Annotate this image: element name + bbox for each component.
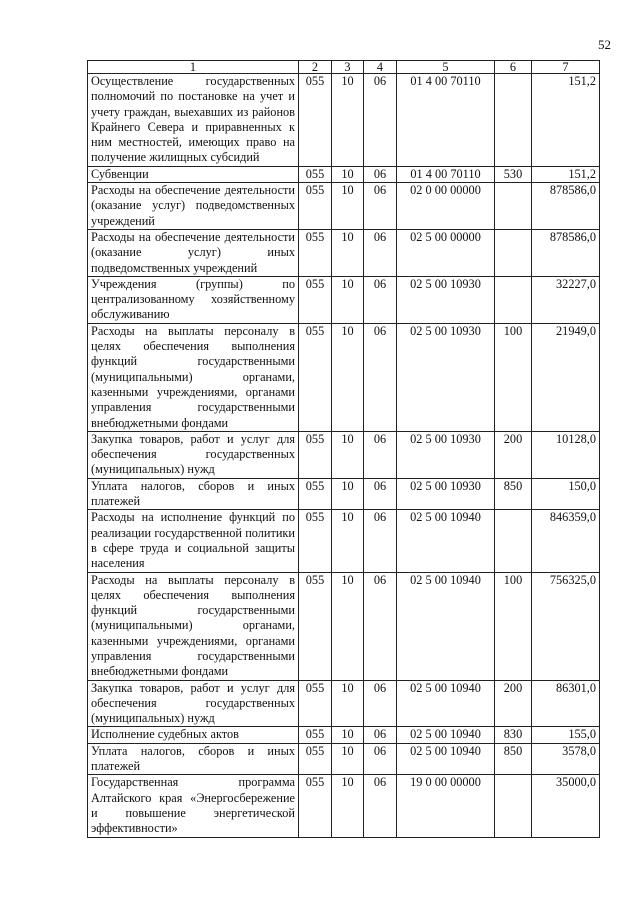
row-name-cell <box>88 727 299 743</box>
row-name-cell <box>88 323 299 431</box>
table-row <box>88 323 600 431</box>
row-c7-cell: 10128,0 <box>532 431 600 478</box>
column-header: 3 <box>332 61 364 74</box>
table-row <box>88 276 600 323</box>
row-c4-cell: 06 <box>364 572 397 680</box>
row-name: Государственная программа Алтайского края «Энергосбережение и повышение энергетической эффективности» <box>91 775 295 836</box>
row-c3-cell: 10 <box>332 727 364 743</box>
table-row <box>88 478 600 510</box>
row-c2-cell: 055 <box>299 743 332 775</box>
table-row <box>88 727 600 743</box>
table-row <box>88 743 600 775</box>
row-c4-cell: 06 <box>364 431 397 478</box>
row-c5-cell: 02 5 00 10940 <box>397 572 495 680</box>
table-row <box>88 680 600 727</box>
row-c2-cell: 055 <box>299 478 332 510</box>
row-c3-cell: 10 <box>332 478 364 510</box>
row-c2-cell: 055 <box>299 183 332 230</box>
row-c5-cell: 02 5 00 10940 <box>397 727 495 743</box>
row-name-cell <box>88 431 299 478</box>
column-header: 4 <box>364 61 397 74</box>
row-name-cell <box>88 229 299 276</box>
row-c4-cell: 06 <box>364 680 397 727</box>
row-c7-cell: 150,0 <box>532 478 600 510</box>
row-name-cell <box>88 510 299 572</box>
row-name-cell <box>88 743 299 775</box>
row-c6-cell: 100 <box>495 323 532 431</box>
row-c6-cell: 200 <box>495 680 532 727</box>
column-header: 6 <box>495 61 532 74</box>
row-c4-cell: 06 <box>364 510 397 572</box>
row-c6-cell: 530 <box>495 166 532 182</box>
row-c2-cell: 055 <box>299 323 332 431</box>
row-c7-cell: 878586,0 <box>532 183 600 230</box>
row-c6-cell <box>495 74 532 167</box>
row-c4-cell: 06 <box>364 229 397 276</box>
row-c6-cell <box>495 276 532 323</box>
row-c4-cell: 06 <box>364 478 397 510</box>
row-c2-cell: 055 <box>299 229 332 276</box>
row-c5-cell: 02 5 00 10940 <box>397 510 495 572</box>
row-c2-cell: 055 <box>299 572 332 680</box>
row-c5-cell: 02 5 00 10940 <box>397 680 495 727</box>
row-name: Расходы на обеспечение деятельности (оказание услуг) иных подведомственных учреждений <box>91 229 295 275</box>
column-header: 2 <box>299 61 332 74</box>
row-c5-cell: 19 0 00 00000 <box>397 775 495 837</box>
row-c5-cell: 02 5 00 10940 <box>397 743 495 775</box>
row-name-cell <box>88 572 299 680</box>
row-c7-cell: 21949,0 <box>532 323 600 431</box>
row-c2-cell: 055 <box>299 510 332 572</box>
row-c4-cell: 06 <box>364 323 397 431</box>
column-header: 7 <box>532 61 600 74</box>
row-c7-cell: 155,0 <box>532 727 600 743</box>
row-c5-cell: 02 5 00 00000 <box>397 229 495 276</box>
row-c6-cell: 100 <box>495 572 532 680</box>
row-name-cell <box>88 74 299 167</box>
row-c3-cell: 10 <box>332 276 364 323</box>
row-c4-cell: 06 <box>364 183 397 230</box>
row-c4-cell: 06 <box>364 727 397 743</box>
row-name: Расходы на исполнение функций по реализации государственной политики в сфере труда и социальной защиты населения <box>91 510 295 571</box>
row-name-cell <box>88 478 299 510</box>
row-c3-cell: 10 <box>332 743 364 775</box>
table-row <box>88 229 600 276</box>
row-c7-cell: 86301,0 <box>532 680 600 727</box>
row-c3-cell: 10 <box>332 323 364 431</box>
row-c6-cell <box>495 229 532 276</box>
row-c7-cell: 35000,0 <box>532 775 600 837</box>
row-c3-cell: 10 <box>332 74 364 167</box>
row-c5-cell: 02 5 00 10930 <box>397 276 495 323</box>
row-c4-cell: 06 <box>364 743 397 775</box>
row-c2-cell: 055 <box>299 775 332 837</box>
row-c4-cell: 06 <box>364 276 397 323</box>
row-c7-cell: 32227,0 <box>532 276 600 323</box>
row-c2-cell: 055 <box>299 727 332 743</box>
row-c3-cell: 10 <box>332 229 364 276</box>
budget-table <box>87 60 600 838</box>
row-c7-cell: 3578,0 <box>532 743 600 775</box>
row-name: Расходы на обеспечение деятельности (оказание услуг) подведомственных учреждений <box>91 183 295 228</box>
row-name: Уплата налогов, сборов и иных платежей <box>91 478 295 509</box>
table-row <box>88 74 600 167</box>
row-c6-cell: 200 <box>495 431 532 478</box>
row-c2-cell: 055 <box>299 276 332 323</box>
row-name-cell <box>88 276 299 323</box>
column-header: 5 <box>397 61 495 74</box>
row-c3-cell: 10 <box>332 431 364 478</box>
column-header: 1 <box>88 61 299 74</box>
row-name: Осуществление государственных полномочий по постановке на учет и учету граждан, выехавших из районов Крайнего Севера и приравненных к ним местностей, имеющих право на получение жилищных субсидий <box>91 74 295 165</box>
row-c4-cell: 06 <box>364 775 397 837</box>
row-c7-cell: 151,2 <box>532 166 600 182</box>
row-c6-cell <box>495 510 532 572</box>
table-row <box>88 572 600 680</box>
row-c3-cell: 10 <box>332 183 364 230</box>
row-c3-cell: 10 <box>332 510 364 572</box>
table-row <box>88 166 600 182</box>
page-number: 52 <box>598 37 611 52</box>
row-name: Закупка товаров, работ и услуг для обеспечения государственных (муниципальных) нужд <box>91 431 295 477</box>
row-c5-cell: 02 5 00 10930 <box>397 431 495 478</box>
row-c6-cell: 850 <box>495 478 532 510</box>
row-c2-cell: 055 <box>299 74 332 167</box>
row-name-cell <box>88 166 299 182</box>
row-c3-cell: 10 <box>332 166 364 182</box>
row-c6-cell: 850 <box>495 743 532 775</box>
row-c5-cell: 01 4 00 70110 <box>397 166 495 182</box>
row-c2-cell: 055 <box>299 166 332 182</box>
row-name: Исполнение судебных актов <box>91 727 239 742</box>
row-c3-cell: 10 <box>332 775 364 837</box>
row-name: Уплата налогов, сборов и иных платежей <box>91 743 295 774</box>
row-c4-cell: 06 <box>364 74 397 167</box>
row-c7-cell: 878586,0 <box>532 229 600 276</box>
row-c7-cell: 756325,0 <box>532 572 600 680</box>
row-c5-cell: 01 4 00 70110 <box>397 74 495 167</box>
table-header-row <box>88 61 600 74</box>
row-name: Субвенции <box>91 166 149 181</box>
row-name-cell <box>88 680 299 727</box>
row-c7-cell: 151,2 <box>532 74 600 167</box>
table-row <box>88 510 600 572</box>
row-c4-cell: 06 <box>364 166 397 182</box>
table-row <box>88 775 600 837</box>
row-name-cell <box>88 183 299 230</box>
row-c6-cell <box>495 775 532 837</box>
row-c2-cell: 055 <box>299 431 332 478</box>
row-c6-cell <box>495 183 532 230</box>
row-name: Расходы на выплаты персоналу в целях обеспечения выполнения функций государственными (муниципальными) органами, казенными учреждениями, органами управления государственными внебюджетными фондами <box>91 572 295 679</box>
row-name: Учреждения (группы) по централизованному хозяйственному обслуживанию <box>91 276 295 322</box>
row-c5-cell: 02 0 00 00000 <box>397 183 495 230</box>
table-row <box>88 431 600 478</box>
table-row <box>88 183 600 230</box>
row-c3-cell: 10 <box>332 572 364 680</box>
row-name-cell <box>88 775 299 837</box>
row-c6-cell: 830 <box>495 727 532 743</box>
row-name: Закупка товаров, работ и услуг для обеспечения государственных (муниципальных) нужд <box>91 680 295 726</box>
row-c3-cell: 10 <box>332 680 364 727</box>
row-c7-cell: 846359,0 <box>532 510 600 572</box>
row-c2-cell: 055 <box>299 680 332 727</box>
row-c5-cell: 02 5 00 10930 <box>397 478 495 510</box>
row-name: Расходы на выплаты персоналу в целях обеспечения выполнения функций государственными (муниципальными) органами, казенными учреждениями, органами управления государственными внебюджетными фондами <box>91 323 295 430</box>
row-c5-cell: 02 5 00 10930 <box>397 323 495 431</box>
